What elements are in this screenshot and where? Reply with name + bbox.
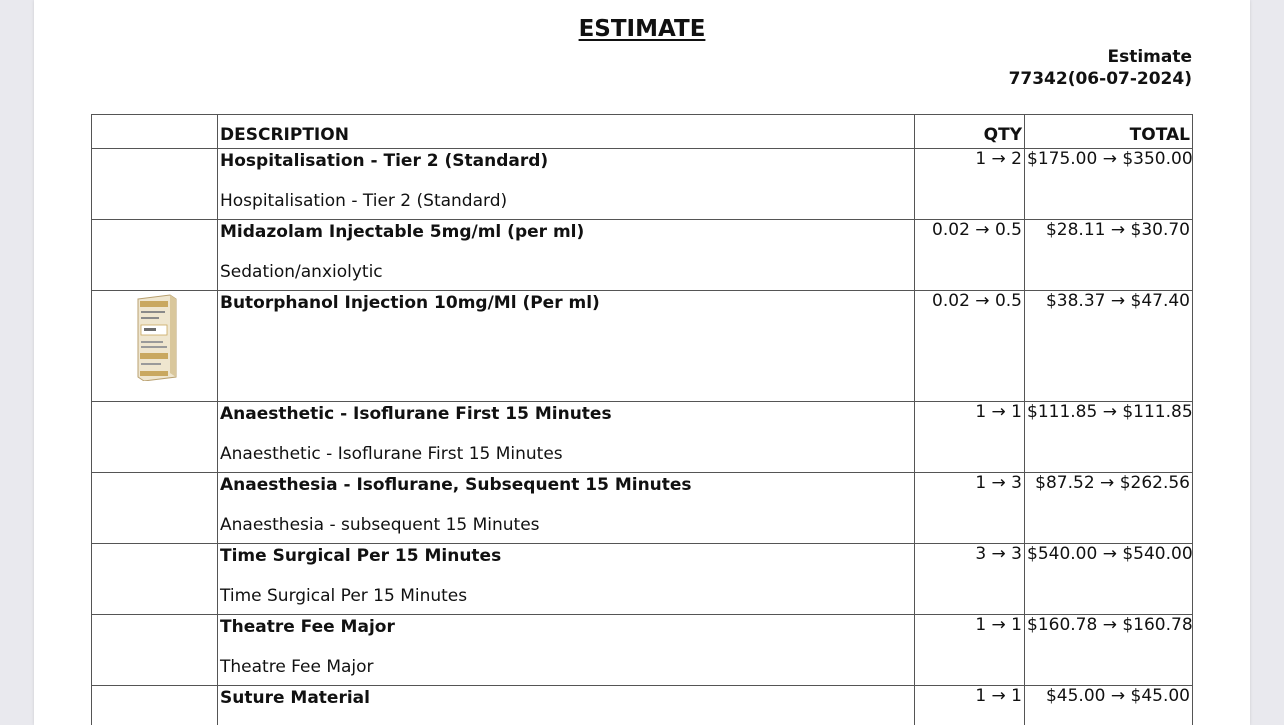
item-qty: 0.02 → 0.5	[915, 291, 1025, 402]
item-total: $28.11 → $30.70	[1025, 220, 1193, 291]
table-row	[92, 615, 1193, 686]
document-title: ESTIMATE	[578, 16, 706, 42]
item-total: $160.78 → $160.78	[1025, 615, 1193, 686]
table-row	[92, 686, 1193, 725]
estimate-items-table	[91, 114, 1193, 725]
row-image-cell	[92, 402, 218, 473]
row-image-cell	[92, 291, 218, 402]
medication-box-image	[130, 291, 180, 381]
item-qty: 1 → 1	[915, 686, 1025, 725]
header-total: TOTAL	[1025, 115, 1193, 149]
table-row	[92, 291, 1193, 402]
table-row	[92, 149, 1193, 220]
row-description	[218, 473, 915, 544]
item-total: $540.00 → $540.00	[1025, 544, 1193, 615]
table-row	[92, 544, 1193, 615]
row-image-cell	[92, 220, 218, 291]
item-name: Hospitalisation - Tier 2 (Standard)	[220, 151, 549, 171]
row-description	[218, 291, 915, 402]
item-subtext: Anaesthesia - subsequent 15 Minutes	[220, 515, 540, 535]
item-name: Butorphanol Injection 10mg/Ml (Per ml)	[220, 293, 600, 313]
item-qty: 1 → 2	[915, 149, 1025, 220]
table-row	[92, 402, 1193, 473]
item-total: $111.85 → $111.85	[1025, 402, 1193, 473]
row-image-cell	[92, 615, 218, 686]
row-description	[218, 686, 915, 725]
header-qty: QTY	[915, 115, 1025, 149]
item-name: Time Surgical Per 15 Minutes	[220, 546, 502, 566]
row-image-cell	[92, 473, 218, 544]
item-total: $45.00 → $45.00	[1025, 686, 1193, 725]
row-image-cell	[92, 686, 218, 725]
item-name: Anaesthesia - Isoflurane, Subsequent 15 Minutes	[220, 475, 692, 495]
row-image-cell	[92, 149, 218, 220]
item-total: $87.52 → $262.56	[1025, 473, 1193, 544]
item-total: $38.37 → $47.40	[1025, 291, 1193, 402]
row-description	[218, 544, 915, 615]
estimate-label: Estimate	[1107, 47, 1192, 67]
estimate-reference	[1009, 46, 1192, 90]
header-image	[92, 115, 218, 149]
item-subtext: Theatre Fee Major	[220, 657, 374, 677]
item-subtext: Anaesthetic - Isoflurane First 15 Minutes	[220, 444, 563, 464]
document-page	[34, 0, 1250, 725]
row-description	[218, 220, 915, 291]
row-image-cell	[92, 544, 218, 615]
item-total: $175.00 → $350.00	[1025, 149, 1193, 220]
table-row	[92, 473, 1193, 544]
table-header-row	[92, 115, 1193, 149]
item-subtext: Hospitalisation - Tier 2 (Standard)	[220, 191, 508, 211]
item-name: Anaesthetic - Isoflurane First 15 Minutes	[220, 404, 612, 424]
item-qty: 1 → 1	[915, 615, 1025, 686]
item-name: Suture Material	[220, 688, 370, 708]
item-name: Midazolam Injectable 5mg/ml (per ml)	[220, 222, 585, 242]
estimate-number-date: 77342(06-07-2024)	[1008, 69, 1192, 89]
header-description: DESCRIPTION	[218, 115, 915, 149]
item-qty: 1 → 3	[915, 473, 1025, 544]
row-description	[218, 149, 915, 220]
item-subtext: Sedation/anxiolytic	[220, 262, 383, 282]
item-name: Theatre Fee Major	[220, 617, 395, 637]
table-row	[92, 220, 1193, 291]
item-qty: 1 → 1	[915, 402, 1025, 473]
row-description	[218, 402, 915, 473]
item-subtext: Time Surgical Per 15 Minutes	[220, 586, 468, 606]
row-description	[218, 615, 915, 686]
item-qty: 3 → 3	[915, 544, 1025, 615]
item-qty: 0.02 → 0.5	[915, 220, 1025, 291]
